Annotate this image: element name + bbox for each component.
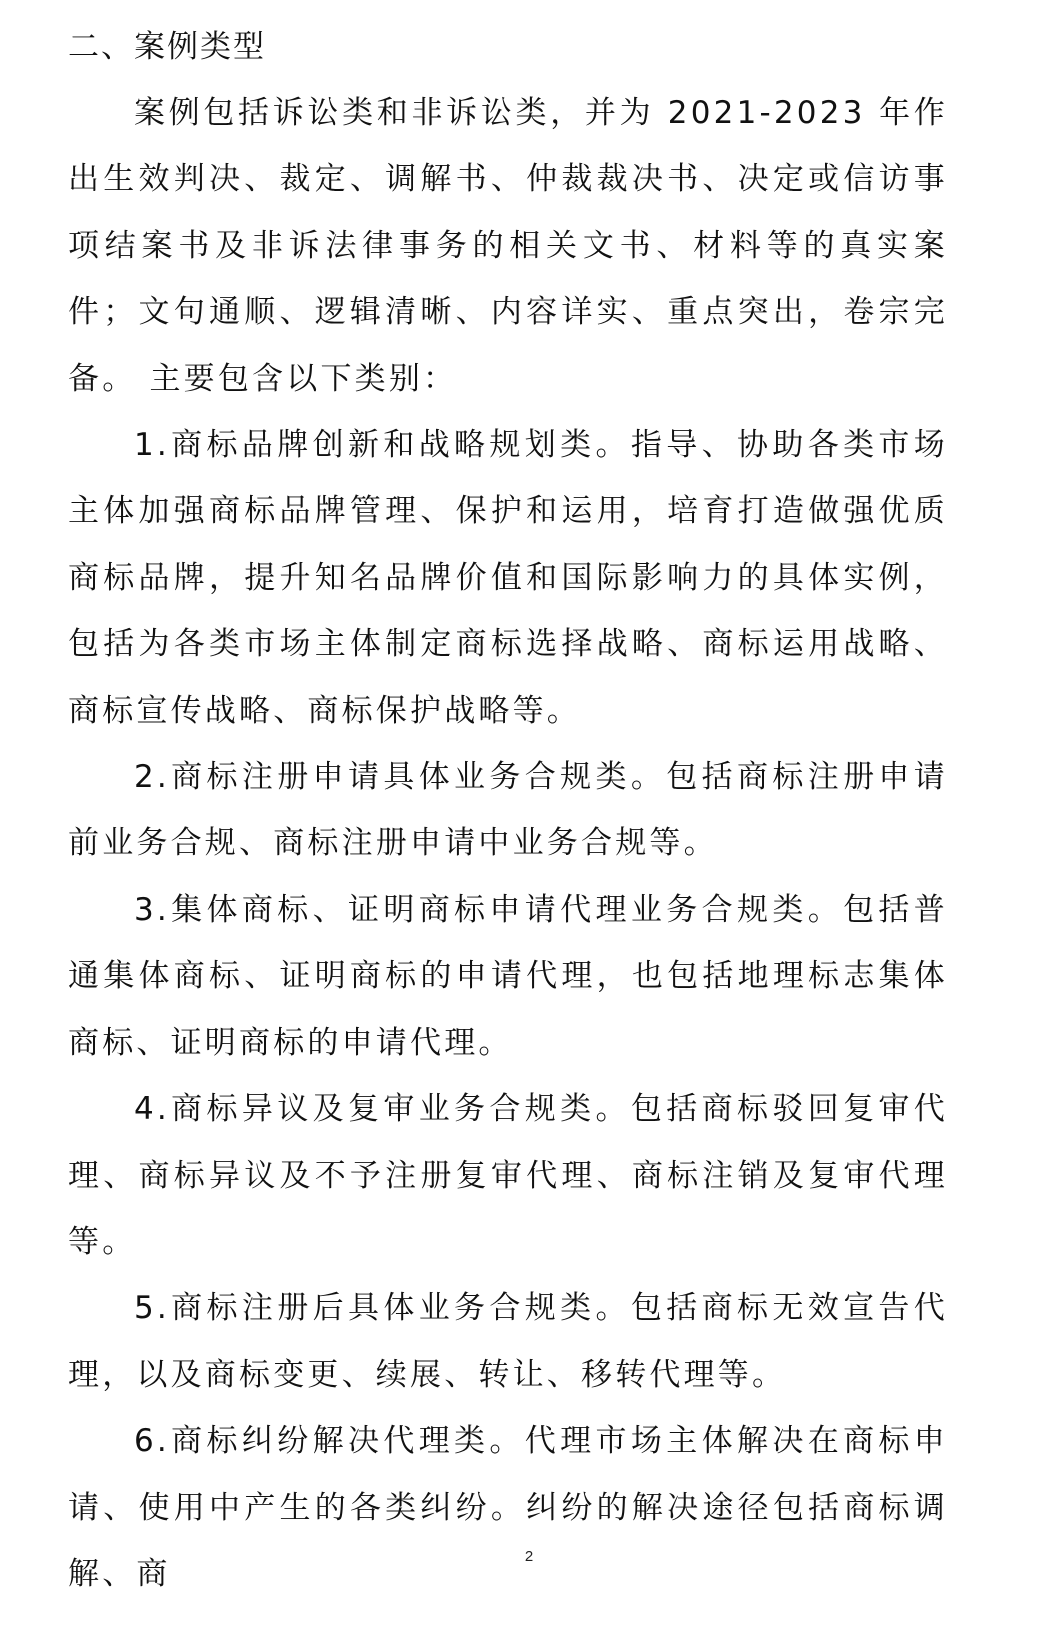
paragraph-item-6: 6.商标纠纷解决代理类。代理市场主体解决在商标申请、使用中产生的各类纠纷。纠纷的解决途径包括商标调解、商 xyxy=(68,1423,948,1592)
paragraph-item-5: 5.商标注册后具体业务合规类。包括商标无效宣告代理，以及商标变更、续展、转让、移转代理等。 xyxy=(68,1290,948,1393)
paragraph-item-2: 2.商标注册申请具体业务合规类。包括商标注册申请前业务合规、商标注册申请中业务合规等。 xyxy=(68,759,948,862)
document-body xyxy=(68,14,948,1607)
paragraph-item-4: 4.商标异议及复审业务合规类。包括商标驳回复审代理、商标异议及不予注册复审代理、商标注销及复审代理等。 xyxy=(68,1091,948,1260)
page-number: 2 xyxy=(524,1548,534,1565)
paragraph-intro: 案例包括诉讼类和非诉讼类，并为 2021-2023 年作出生效判决、裁定、调解书、仲裁裁决书、决定或信访事项结案书及非诉法律事务的相关文书、材料等的真实案件；文句通顺、逻辑清晰、内容详实、重点突出，卷宗完备。 主要包含以下类别： xyxy=(68,95,948,397)
paragraph-item-3: 3.集体商标、证明商标申请代理业务合规类。包括普通集体商标、证明商标的申请代理，也包括地理标志集体商标、证明商标的申请代理。 xyxy=(68,891,948,1061)
paragraph-item-1: 1.商标品牌创新和战略规划类。指导、协助各类市场主体加强商标品牌管理、保护和运用，培育打造做强优质商标品牌，提升知名品牌价值和国际影响力的具体实例，包括为各类市场主体制定商标选择战略、商标运用战略、商标宣传战略、商标保护战略等。 xyxy=(68,427,948,729)
section-heading: 二、案例类型 xyxy=(68,29,266,65)
